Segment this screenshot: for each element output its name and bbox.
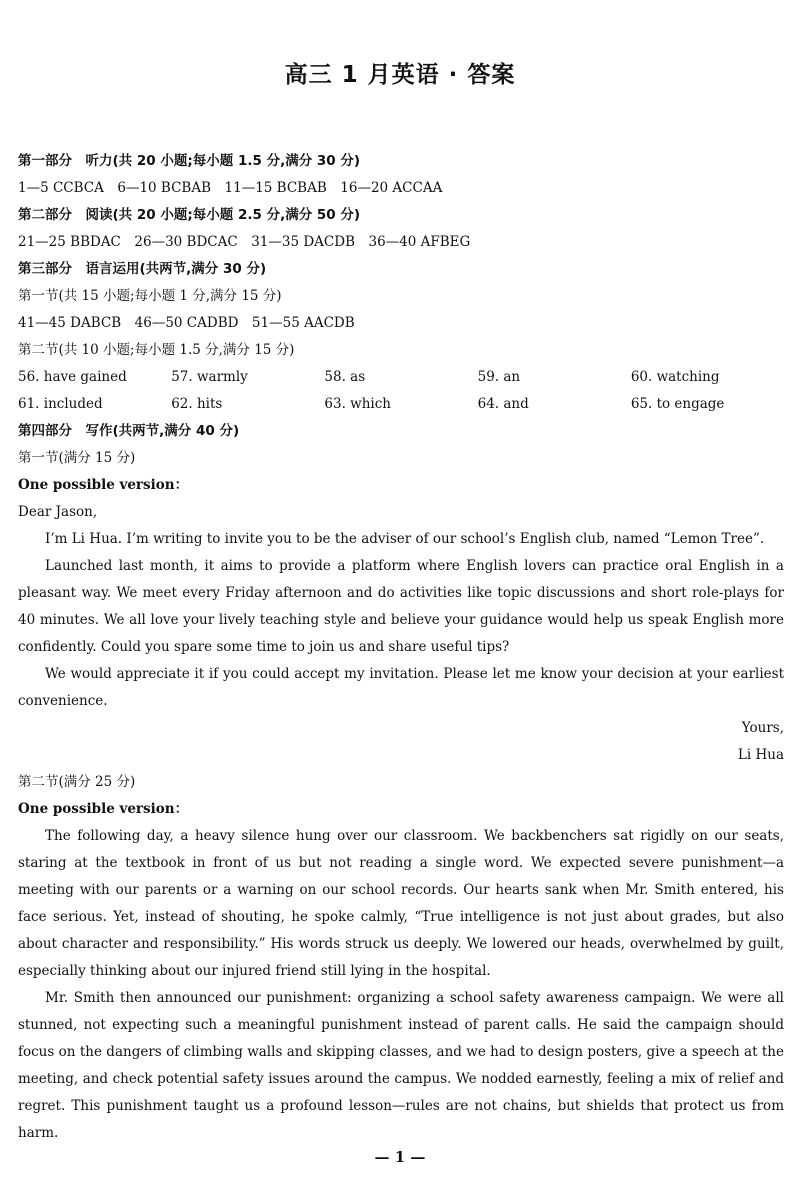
story-paragraph: The following day, a heavy silence hung over our classroom. We backbenchers sat rigidly on our seats, staring at the textbook in front of us but not reading a single word. We expected severe punishment—a meeting with our parents or a warning on our school records. Our hearts sank when Mr. Smith entered, his face serious. Yet, instead of shouting, he spoke calmly, “True intelligence is not just about grades, but also about character and responsibility.” His words struck us deeply. We lowered our heads, overwhelmed by guilt, especially thinking about our injured friend still lying in the hospital. bbox=[18, 828, 784, 979]
letter-paragraph: I’m Li Hua. I’m writing to invite you to be the adviser of our school’s English club, named “Lemon Tree”. bbox=[45, 531, 765, 547]
part1-answers: 1—5 CCBCA 6—10 BCBAB 11—15 BCBAB 16—20 ACCAA bbox=[18, 180, 443, 196]
answer-59: 59. an bbox=[477, 369, 521, 385]
part4-section2-heading: 第二节(满分 25 分) bbox=[18, 774, 136, 790]
part1-heading: 第一部分 听力(共 20 小题;每小题 1.5 分,满分 30 分) bbox=[18, 153, 361, 169]
story-paragraph: Mr. Smith then announced our punishment: organizing a school safety awareness campaign. We were all stunned, not expecting such a meaningful punishment instead of parent calls. He said the campaign should focus on the dangers of climbing walls and skipping classes, and we had to design posters, give a speech at the meeting, and check potential safety issues around the campus. We nodded earnestly, feeling a mix of relief and regret. This punishment taught us a profound lesson—rules are not chains, but shields that protect us from harm. bbox=[18, 990, 784, 1141]
part3-section2-heading: 第二节(共 10 小题;每小题 1.5 分,满分 15 分) bbox=[18, 342, 295, 358]
part3-section1-answers: 41—45 DABCB 46—50 CADBD 51—55 AACDB bbox=[18, 315, 355, 331]
answer-row bbox=[18, 391, 784, 418]
answer-62: 62. hits bbox=[171, 396, 223, 412]
page-number: — 1 — bbox=[374, 1148, 426, 1166]
part2-heading: 第二部分 阅读(共 20 小题;每小题 2.5 分,满分 50 分) bbox=[18, 207, 361, 223]
part2-answers: 21—25 BBDAC 26—30 BDCAC 31—35 DACDB 36—40 AFBEG bbox=[18, 234, 471, 250]
answer-60: 60. watching bbox=[630, 369, 720, 385]
answer-57: 57. warmly bbox=[171, 369, 248, 385]
part4-section1-heading: 第一节(满分 15 分) bbox=[18, 450, 136, 466]
answer-56: 56. have gained bbox=[18, 369, 127, 385]
answer-63: 63. which bbox=[324, 396, 391, 412]
answer-row bbox=[18, 364, 784, 391]
page-title: 高三 1 月英语 · 答案 bbox=[284, 62, 516, 88]
part3-section1-heading: 第一节(共 15 小题;每小题 1 分,满分 15 分) bbox=[18, 288, 282, 304]
letter-closing: Yours, bbox=[741, 720, 784, 736]
letter-paragraph: We would appreciate it if you could accept my invitation. Please let me know your decision at your earliest convenience. bbox=[18, 666, 784, 709]
letter-greeting: Dear Jason, bbox=[18, 504, 98, 520]
letter-signature: Li Hua bbox=[737, 747, 784, 763]
answer-58: 58. as bbox=[324, 369, 366, 385]
letter-paragraph: Launched last month, it aims to provide a platform where English lovers can practice oral English in a pleasant way. We meet every Friday afternoon and do activities like topic discussions and short role-plays for 40 minutes. We all love your lively teaching style and believe your guidance would help us speak English more confidently. Could you spare some time to join us and share useful tips? bbox=[18, 558, 784, 655]
version-label: One possible version： bbox=[18, 801, 189, 817]
answer-65: 65. to engage bbox=[630, 396, 725, 412]
part3-heading: 第三部分 语言运用(共两节,满分 30 分) bbox=[18, 261, 267, 277]
answer-content bbox=[18, 148, 784, 1147]
answer-61: 61. included bbox=[18, 396, 103, 412]
version-label: One possible version： bbox=[18, 477, 189, 493]
part4-heading: 第四部分 写作(共两节,满分 40 分) bbox=[18, 423, 240, 439]
answer-64: 64. and bbox=[477, 396, 529, 412]
